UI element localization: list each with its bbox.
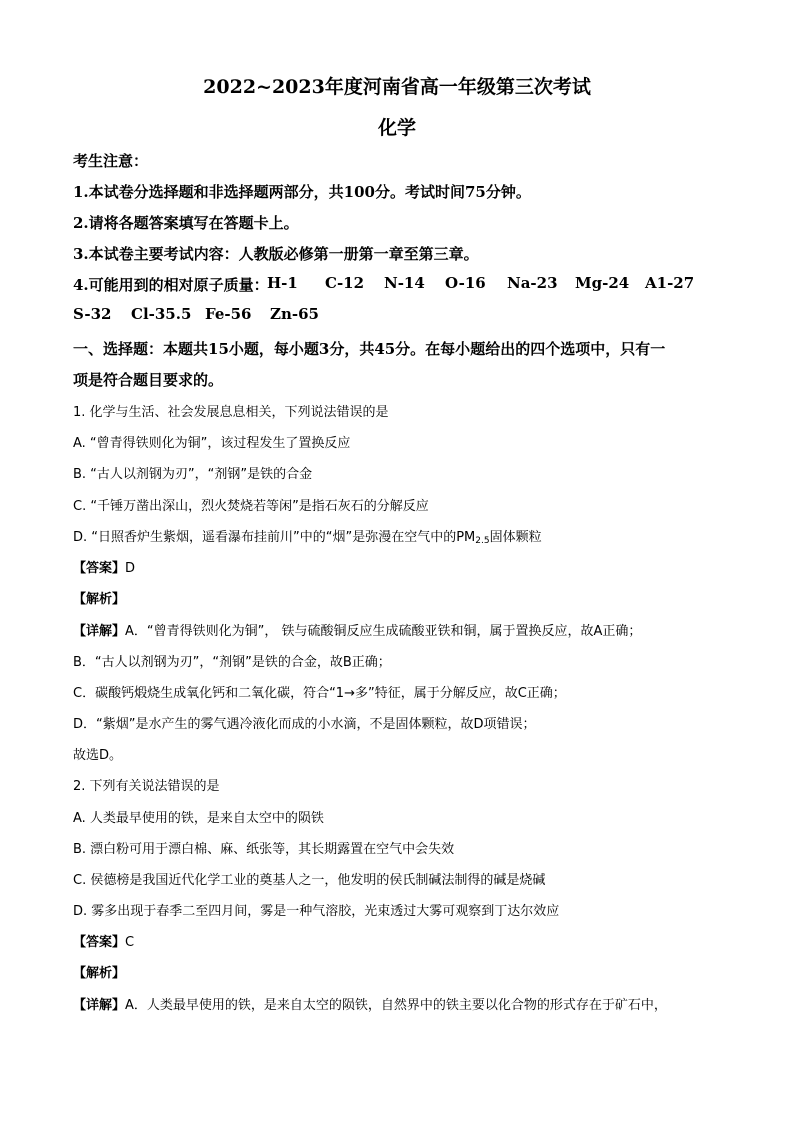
atomic-mass-item: S-32 (73, 305, 112, 323)
q1-answer (73, 557, 135, 576)
detail-tag: 【详解】 (73, 624, 126, 639)
q1-option-a: A. “曾青得铁则化为铜”，该过程发生了置换反应 (73, 436, 351, 451)
q2-answer (73, 931, 134, 950)
atomic-mass-item: H-1 (267, 274, 298, 292)
q2-option-b: B. 漂白粉可用于漂白棉、麻、纸张等，其长期露置在空气中会失效 (73, 842, 455, 857)
atomic-mass-item: A1-27 (645, 274, 695, 292)
q1-detail-d: D．“紫烟”是水产生的雾气遇冷液化而成的小水滴，不是固体颗粒，故D项错误； (73, 717, 536, 732)
atomic-mass-row-1 (73, 274, 694, 295)
answer-tag: 【答案】 (73, 935, 126, 950)
pm-subscript: 2.5 (475, 536, 490, 546)
q2-option-c: C. 侯德榜是我国近代化学工业的奠基人之一，他发明的侯氏制碱法制得的碱是烧碱 (73, 873, 546, 888)
atomic-mass-item: Zn-65 (270, 305, 319, 323)
atomic-mass-item: Cl-35.5 (131, 305, 192, 323)
q1-detail-a: 【详解】A．“曾青得铁则化为铜”， 铁与硫酸铜反应生成硫酸亚铁和铜，属于置换反应，故A正确； (73, 624, 642, 639)
notice-item-3: 3.本试卷主要考试内容：人教版必修第一册第一章至第三章。 (73, 245, 479, 263)
q1-option-c: C. “千锤万凿出深山，烈火焚烧若等闲”是指石灰石的分解反应 (73, 499, 429, 514)
q2-option-d: D. 雾多出现于春季二至四月间，雾是一种气溶胶，光束透过大雾可观察到丁达尔效应 (73, 904, 560, 919)
atomic-mass-row-2 (73, 305, 319, 323)
section-heading-line-1: 一、选择题：本题共15小题，每小题3分，共45分。在每小题给出的四个选项中，只有一 (73, 340, 666, 358)
atomic-mass-item: C-12 (325, 274, 365, 292)
atomic-mass-item: Mg-24 (575, 274, 630, 292)
q1-analysis-tag: 【解析】 (73, 592, 126, 607)
q1-detail-c: C．碳酸钙煅烧生成氧化钙和二氧化碳，符合“1→多”特征，属于分解反应，故C正确； (73, 686, 566, 701)
section-heading-line-2: 项是符合题目要求的。 (73, 371, 224, 389)
detail-tag: 【详解】 (73, 998, 126, 1013)
atomic-mass-label: 4.可能用到的相对原子质量： (73, 276, 269, 294)
q2-detail-a: 【详解】A．人类最早使用的铁，是来自太空的陨铁，自然界中的铁主要以化合物的形式存在于矿石中， (73, 998, 667, 1013)
q1-detail-b: B．“古人以剂钢为刃”，“剂钢”是铁的合金，故B正确； (73, 655, 391, 670)
exam-subject: 化学 (377, 117, 416, 139)
q2-option-a: A. 人类最早使用的铁，是来自太空中的陨铁 (73, 811, 324, 826)
exam-title: 2022~2023年度河南省高一年级第三次考试 (203, 76, 591, 98)
q2-analysis-tag: 【解析】 (73, 966, 126, 981)
atomic-mass-item: Na-23 (507, 274, 558, 292)
notice-heading: 考生注意： (73, 152, 149, 170)
q1-option-b: B. “古人以剂钢为刃”，“剂钢”是铁的合金 (73, 467, 313, 482)
answer-value: C (125, 935, 135, 950)
atomic-mass-item: N-14 (384, 274, 425, 292)
atomic-mass-item: Fe-56 (205, 305, 252, 323)
q1-conclusion: 故选D。 (73, 748, 123, 763)
notice-item-1: 1.本试卷分选择题和非选择题两部分，共100分。考试时间75分钟。 (73, 183, 531, 201)
q2-stem: 2. 下列有关说法错误的是 (73, 779, 220, 794)
q1-stem: 1. 化学与生活、社会发展息息相关，下列说法错误的是 (73, 405, 389, 420)
answer-tag: 【答案】 (73, 561, 126, 576)
answer-value: D (125, 561, 136, 576)
atomic-mass-item: O-16 (445, 274, 486, 292)
q1-option-d: D. “日照香炉生紫烟，遥看瀑布挂前川”中的“烟”是弥漫在空气中的$PM_{2.5}$固体颗粒 (73, 530, 542, 546)
notice-item-2: 2.请将各题答案填写在答题卡上。 (73, 214, 299, 232)
